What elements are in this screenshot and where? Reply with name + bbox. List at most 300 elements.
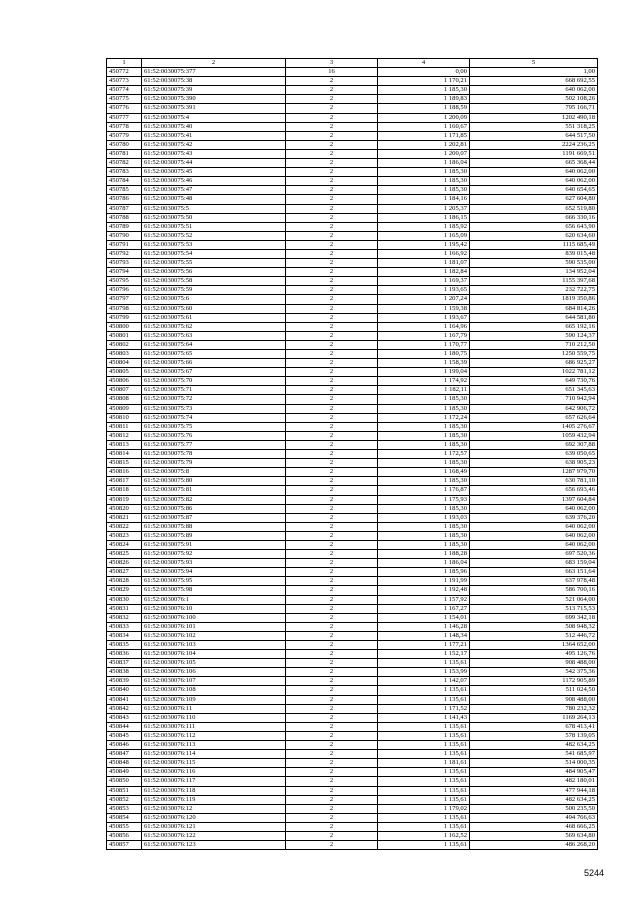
amount-cell: 908 488,00 — [470, 695, 598, 704]
row-number-cell: 450790 — [107, 231, 142, 240]
table-row — [107, 713, 598, 722]
row-number-cell: 450834 — [107, 631, 142, 640]
amount-cell: 642 906,72 — [470, 404, 598, 413]
type-cell: 2 — [286, 86, 378, 95]
row-number-cell: 450857 — [107, 841, 142, 850]
amount-cell: 508 948,32 — [470, 622, 598, 631]
cadastral-number-cell: 61:52:0030075:390 — [142, 95, 286, 104]
table-row — [107, 86, 598, 95]
amount-cell: 1202 490,18 — [470, 113, 598, 122]
type-cell: 2 — [286, 731, 378, 740]
value-cell: 1 171,52 — [378, 704, 470, 713]
amount-cell: 699 342,18 — [470, 613, 598, 622]
row-number-cell: 450836 — [107, 650, 142, 659]
table-row — [107, 195, 598, 204]
table-row — [107, 650, 598, 659]
cadastral-number-cell: 61:52:0030076:116 — [142, 768, 286, 777]
row-number-cell: 450827 — [107, 568, 142, 577]
cadastral-number-cell: 61:52:0030076:114 — [142, 750, 286, 759]
cadastral-number-cell: 61:52:0030075:94 — [142, 568, 286, 577]
type-cell: 2 — [286, 368, 378, 377]
row-number-cell: 450855 — [107, 822, 142, 831]
row-number-cell: 450816 — [107, 468, 142, 477]
cadastral-number-cell: 61:52:0030076:119 — [142, 795, 286, 804]
data-table — [106, 58, 598, 850]
amount-cell: 710 942,94 — [470, 395, 598, 404]
amount-cell: 1287 979,70 — [470, 468, 598, 477]
type-cell: 2 — [286, 168, 378, 177]
column-header: 5 — [470, 59, 598, 68]
table-row — [107, 177, 598, 186]
page-number: 5244 — [583, 868, 604, 878]
type-cell: 2 — [286, 504, 378, 513]
value-cell: 1 185,96 — [378, 568, 470, 577]
table-row — [107, 622, 598, 631]
type-cell: 2 — [286, 677, 378, 686]
row-number-cell: 450789 — [107, 222, 142, 231]
cadastral-number-cell: 61:52:0030076:10 — [142, 604, 286, 613]
type-cell: 2 — [286, 195, 378, 204]
table-row — [107, 704, 598, 713]
cadastral-number-cell: 61:52:0030076:122 — [142, 831, 286, 840]
table-row — [107, 559, 598, 568]
type-cell: 2 — [286, 722, 378, 731]
row-number-cell: 450856 — [107, 831, 142, 840]
type-cell: 2 — [286, 313, 378, 322]
row-number-cell: 450774 — [107, 86, 142, 95]
amount-cell: 640 654,65 — [470, 186, 598, 195]
amount-cell: 795 166,71 — [470, 104, 598, 113]
table-row — [107, 249, 598, 258]
row-number-cell: 450841 — [107, 695, 142, 704]
row-number-cell: 450813 — [107, 440, 142, 449]
table-header-row — [107, 59, 598, 68]
table-row — [107, 95, 598, 104]
cadastral-number-cell: 61:52:0030076:103 — [142, 641, 286, 650]
table-row — [107, 413, 598, 422]
table-row — [107, 686, 598, 695]
type-cell: 2 — [286, 249, 378, 258]
amount-cell: 1191 669,51 — [470, 149, 598, 158]
row-number-cell: 450805 — [107, 368, 142, 377]
value-cell: 1 180,75 — [378, 350, 470, 359]
type-cell: 2 — [286, 595, 378, 604]
value-cell: 1 181,61 — [378, 759, 470, 768]
value-cell: 1 185,30 — [378, 431, 470, 440]
amount-cell: 1172 905,89 — [470, 677, 598, 686]
cadastral-number-cell: 61:52:0030075:5 — [142, 204, 286, 213]
value-cell: 1 135,61 — [378, 750, 470, 759]
table-row — [107, 159, 598, 168]
type-cell: 2 — [286, 777, 378, 786]
column-header: 3 — [286, 59, 378, 68]
row-number-cell: 450843 — [107, 713, 142, 722]
amount-cell: 640 062,00 — [470, 522, 598, 531]
row-number-cell: 450817 — [107, 477, 142, 486]
amount-cell: 1059 432,94 — [470, 431, 598, 440]
row-number-cell: 450773 — [107, 77, 142, 86]
cadastral-number-cell: 61:52:0030075:56 — [142, 268, 286, 277]
row-number-cell: 450848 — [107, 759, 142, 768]
cadastral-number-cell: 61:52:0030075:44 — [142, 159, 286, 168]
amount-cell: 637 978,48 — [470, 577, 598, 586]
amount-cell: 484 905,47 — [470, 768, 598, 777]
cadastral-number-cell: 61:52:0030075:79 — [142, 459, 286, 468]
row-number-cell: 450818 — [107, 486, 142, 495]
value-cell: 1 185,30 — [378, 395, 470, 404]
column-header: 1 — [107, 59, 142, 68]
amount-cell: 1022 781,12 — [470, 368, 598, 377]
value-cell: 1 152,17 — [378, 650, 470, 659]
type-cell: 2 — [286, 786, 378, 795]
amount-cell: 500 235,50 — [470, 804, 598, 813]
type-cell: 2 — [286, 759, 378, 768]
type-cell: 2 — [286, 350, 378, 359]
type-cell: 2 — [286, 586, 378, 595]
table-row — [107, 77, 598, 86]
table-row — [107, 695, 598, 704]
cadastral-number-cell: 61:52:0030075:53 — [142, 240, 286, 249]
value-cell: 1 158,39 — [378, 359, 470, 368]
amount-cell: 1250 559,75 — [470, 350, 598, 359]
table-row — [107, 577, 598, 586]
amount-cell: 502 108,26 — [470, 95, 598, 104]
amount-cell: 640 062,00 — [470, 531, 598, 540]
table-row — [107, 277, 598, 286]
value-cell: 1 135,61 — [378, 777, 470, 786]
type-cell: 2 — [286, 359, 378, 368]
row-number-cell: 450794 — [107, 268, 142, 277]
cadastral-number-cell: 61:52:0030076:12 — [142, 804, 286, 813]
cadastral-number-cell: 61:52:0030075:45 — [142, 168, 286, 177]
cadastral-number-cell: 61:52:0030075:43 — [142, 149, 286, 158]
value-cell: 1 185,30 — [378, 177, 470, 186]
cadastral-number-cell: 61:52:0030076:113 — [142, 741, 286, 750]
type-cell: 2 — [286, 477, 378, 486]
table-row — [107, 586, 598, 595]
amount-cell: 590 535,00 — [470, 259, 598, 268]
table-row — [107, 149, 598, 158]
table-row — [107, 841, 598, 850]
amount-cell: 1819 350,86 — [470, 295, 598, 304]
table-row — [107, 295, 598, 304]
type-cell: 2 — [286, 222, 378, 231]
table-row — [107, 522, 598, 531]
cadastral-number-cell: 61:52:0030075:67 — [142, 368, 286, 377]
amount-cell: 468 666,25 — [470, 822, 598, 831]
value-cell: 1 142,07 — [378, 677, 470, 686]
value-cell: 1 184,16 — [378, 195, 470, 204]
type-cell: 2 — [286, 631, 378, 640]
value-cell: 1 141,43 — [378, 713, 470, 722]
cadastral-number-cell: 61:52:0030076:106 — [142, 668, 286, 677]
type-cell: 2 — [286, 486, 378, 495]
amount-cell: 663 151,64 — [470, 568, 598, 577]
value-cell: 1 195,42 — [378, 240, 470, 249]
type-cell: 2 — [286, 431, 378, 440]
type-cell: 2 — [286, 440, 378, 449]
table-row — [107, 222, 598, 231]
type-cell: 2 — [286, 686, 378, 695]
amount-cell: 2224 236,25 — [470, 140, 598, 149]
table-row — [107, 122, 598, 131]
row-number-cell: 450778 — [107, 122, 142, 131]
table-row — [107, 741, 598, 750]
row-number-cell: 450835 — [107, 641, 142, 650]
cadastral-number-cell: 61:52:0030076:101 — [142, 622, 286, 631]
type-cell: 2 — [286, 122, 378, 131]
value-cell: 0,00 — [378, 68, 470, 77]
type-cell: 2 — [286, 113, 378, 122]
value-cell: 1 146,28 — [378, 622, 470, 631]
type-cell: 2 — [286, 695, 378, 704]
cadastral-number-cell: 61:52:0030075:72 — [142, 395, 286, 404]
row-number-cell: 450779 — [107, 131, 142, 140]
type-cell: 2 — [286, 377, 378, 386]
data-table-container — [106, 58, 595, 850]
amount-cell: 542 375,36 — [470, 668, 598, 677]
table-row — [107, 540, 598, 549]
row-number-cell: 450838 — [107, 668, 142, 677]
table-row — [107, 531, 598, 540]
value-cell: 1 135,61 — [378, 741, 470, 750]
type-cell: 2 — [286, 413, 378, 422]
type-cell: 2 — [286, 604, 378, 613]
table-row — [107, 677, 598, 686]
value-cell: 1 148,34 — [378, 631, 470, 640]
value-cell: 1 202,81 — [378, 140, 470, 149]
row-number-cell: 450780 — [107, 140, 142, 149]
value-cell: 1 168,49 — [378, 468, 470, 477]
amount-cell: 512 446,72 — [470, 631, 598, 640]
cadastral-number-cell: 61:52:0030075:377 — [142, 68, 286, 77]
type-cell: 2 — [286, 268, 378, 277]
row-number-cell: 450851 — [107, 786, 142, 795]
cadastral-number-cell: 61:52:0030076:11 — [142, 704, 286, 713]
row-number-cell: 450847 — [107, 750, 142, 759]
cadastral-number-cell: 61:52:0030075:47 — [142, 186, 286, 195]
table-row — [107, 186, 598, 195]
value-cell: 1 186,04 — [378, 159, 470, 168]
value-cell: 1 175,93 — [378, 495, 470, 504]
row-number-cell: 450810 — [107, 413, 142, 422]
column-header: 2 — [142, 59, 286, 68]
cadastral-number-cell: 61:52:0030076:107 — [142, 677, 286, 686]
cadastral-number-cell: 61:52:0030075:63 — [142, 331, 286, 340]
cadastral-number-cell: 61:52:0030076:121 — [142, 822, 286, 831]
row-number-cell: 450783 — [107, 168, 142, 177]
table-row — [107, 68, 598, 77]
row-number-cell: 450829 — [107, 586, 142, 595]
table-row — [107, 831, 598, 840]
cadastral-number-cell: 61:52:0030076:120 — [142, 813, 286, 822]
value-cell: 1 186,15 — [378, 213, 470, 222]
value-cell: 1 177,21 — [378, 641, 470, 650]
row-number-cell: 450809 — [107, 404, 142, 413]
row-number-cell: 450852 — [107, 795, 142, 804]
cadastral-number-cell: 61:52:0030075:4 — [142, 113, 286, 122]
type-cell: 2 — [286, 668, 378, 677]
value-cell: 1 135,61 — [378, 786, 470, 795]
value-cell: 1 185,30 — [378, 522, 470, 531]
table-row — [107, 286, 598, 295]
table-row — [107, 795, 598, 804]
amount-cell: 640 062,00 — [470, 504, 598, 513]
type-cell: 2 — [286, 77, 378, 86]
cadastral-number-cell: 61:52:0030075:88 — [142, 522, 286, 531]
type-cell: 2 — [286, 795, 378, 804]
value-cell: 1 188,28 — [378, 550, 470, 559]
amount-cell: 686 925,27 — [470, 359, 598, 368]
type-cell: 2 — [286, 659, 378, 668]
value-cell: 1 172,24 — [378, 413, 470, 422]
row-number-cell: 450826 — [107, 559, 142, 568]
cadastral-number-cell: 61:52:0030075:39 — [142, 86, 286, 95]
value-cell: 1 200,09 — [378, 113, 470, 122]
cadastral-number-cell: 61:52:0030075:75 — [142, 422, 286, 431]
amount-cell: 639 376,20 — [470, 513, 598, 522]
type-cell: 2 — [286, 213, 378, 222]
amount-cell: 640 062,00 — [470, 168, 598, 177]
table-row — [107, 659, 598, 668]
amount-cell: 627 604,80 — [470, 195, 598, 204]
row-number-cell: 450784 — [107, 177, 142, 186]
cadastral-number-cell: 61:52:0030075:51 — [142, 222, 286, 231]
cadastral-number-cell: 61:52:0030076:104 — [142, 650, 286, 659]
row-number-cell: 450804 — [107, 359, 142, 368]
amount-cell: 697 520,36 — [470, 550, 598, 559]
type-cell: 2 — [286, 577, 378, 586]
row-number-cell: 450796 — [107, 286, 142, 295]
value-cell: 1 185,92 — [378, 222, 470, 231]
cadastral-number-cell: 61:52:0030075:50 — [142, 213, 286, 222]
row-number-cell: 450825 — [107, 550, 142, 559]
cadastral-number-cell: 61:52:0030075:66 — [142, 359, 286, 368]
table-row — [107, 722, 598, 731]
cadastral-number-cell: 61:52:0030075:71 — [142, 386, 286, 395]
row-number-cell: 450833 — [107, 622, 142, 631]
type-cell: 2 — [286, 277, 378, 286]
type-cell: 2 — [286, 186, 378, 195]
amount-cell: 665 368,44 — [470, 159, 598, 168]
type-cell: 2 — [286, 568, 378, 577]
amount-cell: 639 050,65 — [470, 450, 598, 459]
cadastral-number-cell: 61:52:0030075:42 — [142, 140, 286, 149]
value-cell: 1 207,24 — [378, 295, 470, 304]
table-row — [107, 259, 598, 268]
table-row — [107, 131, 598, 140]
value-cell: 1 185,30 — [378, 531, 470, 540]
amount-cell: 656 693,46 — [470, 486, 598, 495]
amount-cell: 710 212,50 — [470, 340, 598, 349]
value-cell: 1 172,57 — [378, 450, 470, 459]
type-cell: 2 — [286, 750, 378, 759]
row-number-cell: 450832 — [107, 613, 142, 622]
row-number-cell: 450786 — [107, 195, 142, 204]
type-cell: 2 — [286, 559, 378, 568]
value-cell: 1 164,96 — [378, 322, 470, 331]
cadastral-number-cell: 61:52:0030076:118 — [142, 786, 286, 795]
cadastral-number-cell: 61:52:0030075:77 — [142, 440, 286, 449]
amount-cell: 666 330,16 — [470, 213, 598, 222]
cadastral-number-cell: 61:52:0030076:109 — [142, 695, 286, 704]
amount-cell: 644 581,80 — [470, 313, 598, 322]
row-number-cell: 450837 — [107, 659, 142, 668]
amount-cell: 1169 264,13 — [470, 713, 598, 722]
amount-cell: 683 159,04 — [470, 559, 598, 568]
type-cell: 2 — [286, 540, 378, 549]
row-number-cell: 450846 — [107, 741, 142, 750]
table-row — [107, 331, 598, 340]
table-row — [107, 668, 598, 677]
type-cell: 2 — [286, 231, 378, 240]
type-cell: 2 — [286, 650, 378, 659]
table-row — [107, 786, 598, 795]
type-cell: 2 — [286, 204, 378, 213]
row-number-cell: 450854 — [107, 813, 142, 822]
amount-cell: 620 634,60 — [470, 231, 598, 240]
cadastral-number-cell: 61:52:0030075:89 — [142, 531, 286, 540]
type-cell: 2 — [286, 104, 378, 113]
amount-cell: 482 634,25 — [470, 741, 598, 750]
type-cell: 2 — [286, 741, 378, 750]
type-cell: 2 — [286, 386, 378, 395]
type-cell: 2 — [286, 340, 378, 349]
cadastral-number-cell: 61:52:0030075:52 — [142, 231, 286, 240]
cadastral-number-cell: 61:52:0030075:76 — [142, 431, 286, 440]
value-cell: 1 185,30 — [378, 186, 470, 195]
amount-cell: 494 766,63 — [470, 813, 598, 822]
table-row — [107, 822, 598, 831]
row-number-cell: 450821 — [107, 513, 142, 522]
row-number-cell: 450792 — [107, 249, 142, 258]
table-row — [107, 768, 598, 777]
table-row — [107, 750, 598, 759]
amount-cell: 839 015,48 — [470, 249, 598, 258]
value-cell: 1 192,48 — [378, 586, 470, 595]
cadastral-number-cell: 61:52:0030076:111 — [142, 722, 286, 731]
row-number-cell: 450793 — [107, 259, 142, 268]
type-cell: 2 — [286, 259, 378, 268]
cadastral-number-cell: 61:52:0030075:54 — [142, 249, 286, 258]
cadastral-number-cell: 61:52:0030075:65 — [142, 350, 286, 359]
cadastral-number-cell: 61:52:0030075:60 — [142, 304, 286, 313]
cadastral-number-cell: 61:52:0030076:1 — [142, 595, 286, 604]
cadastral-number-cell: 61:52:0030075:46 — [142, 177, 286, 186]
table-row — [107, 759, 598, 768]
cadastral-number-cell: 61:52:0030075:61 — [142, 313, 286, 322]
row-number-cell: 450831 — [107, 604, 142, 613]
type-cell: 2 — [286, 95, 378, 104]
value-cell: 1 179,02 — [378, 804, 470, 813]
amount-cell: 521 064,00 — [470, 595, 598, 604]
cadastral-number-cell: 61:52:0030075:98 — [142, 586, 286, 595]
table-row — [107, 313, 598, 322]
table-row — [107, 595, 598, 604]
table-row — [107, 450, 598, 459]
amount-cell: 569 634,80 — [470, 831, 598, 840]
cadastral-number-cell: 61:52:0030075:78 — [142, 450, 286, 459]
value-cell: 1 188,59 — [378, 104, 470, 113]
amount-cell: 482 634,25 — [470, 795, 598, 804]
type-cell: 2 — [286, 177, 378, 186]
value-cell: 1 193,65 — [378, 286, 470, 295]
value-cell: 1 171,85 — [378, 131, 470, 140]
type-cell: 2 — [286, 422, 378, 431]
type-cell: 2 — [286, 304, 378, 313]
cadastral-number-cell: 61:52:0030075:58 — [142, 277, 286, 286]
amount-cell: 908 488,00 — [470, 659, 598, 668]
